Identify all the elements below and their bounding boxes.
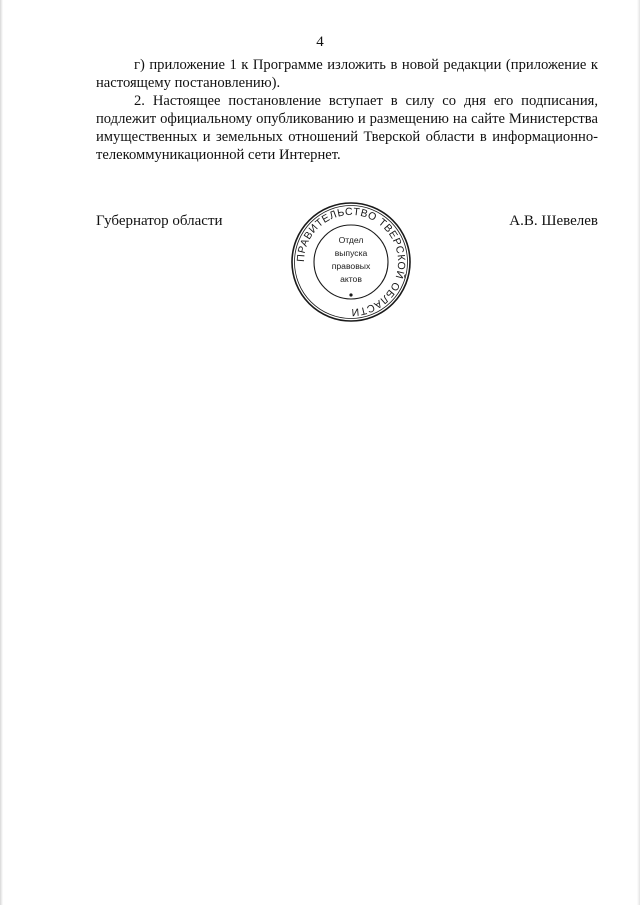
signatory-name: А.В. Шевелев	[509, 213, 598, 229]
body-text	[96, 56, 598, 164]
official-stamp	[289, 200, 413, 324]
stamp-ring-textpath: ПРАВИТЕЛЬСТВО ТВЕРСКОЙ ОБЛАСТИ	[294, 205, 408, 319]
stamp-center-line-4: актов	[340, 274, 362, 284]
signatory-position: Губернатор области	[96, 213, 223, 229]
scan-edge-left	[0, 0, 3, 905]
paragraph-amendment: г) приложение 1 к Программе изложить в новой редакции (приложение к настоящему постановлению).	[96, 57, 598, 91]
paragraph-entry-into-force: 2. Настоящее постановление вступает в силу со дня его подписания, подлежит официальному опубликованию и размещению на сайте Министерства имущественных и земельных отношений Тверской области в информационно-телекоммуникационной сети Интернет.	[96, 93, 598, 163]
page-number: 4	[316, 34, 324, 50]
signature-block	[96, 205, 598, 330]
stamp-center-line-3: правовых	[331, 261, 371, 271]
stamp-center-line-2: выпуска	[334, 248, 368, 258]
stamp-dot	[349, 293, 352, 296]
stamp-center-line-1: Отдел	[338, 235, 364, 245]
